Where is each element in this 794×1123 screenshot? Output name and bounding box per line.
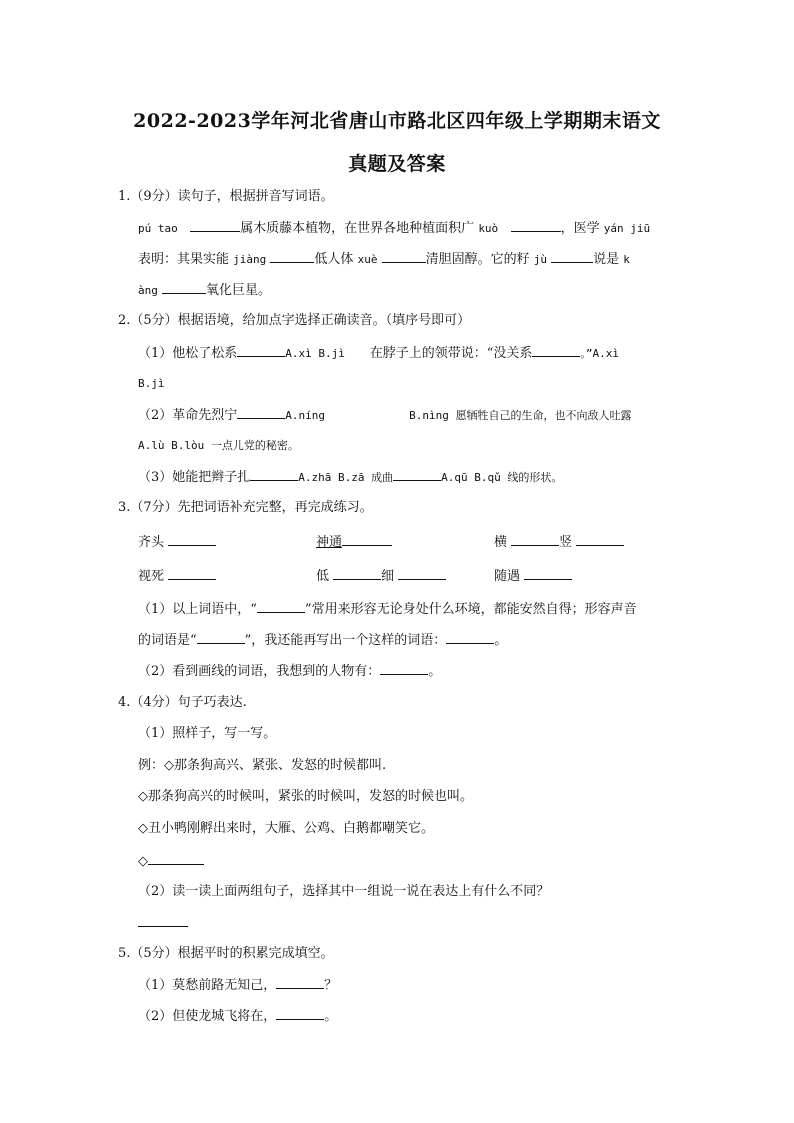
options: A.lù B.lòu 一点儿党的秘密。	[138, 439, 299, 452]
q4-part-2: （2）读一读上面两组句子，选择其中一组说一说在表达上有什么不同？	[138, 884, 550, 899]
q5-part-1	[138, 976, 698, 995]
q4-example: 例：◇那条狗高兴、紧张、发怒的时候都叫.	[138, 758, 387, 773]
answer-blank	[398, 567, 446, 580]
answer-blank	[511, 219, 561, 232]
underlined-text: 神通	[316, 535, 343, 550]
answer-blank	[276, 976, 324, 989]
options: A.xì B.jì	[285, 347, 345, 360]
text: （1）以上词语中，“	[138, 602, 257, 617]
idiom-1	[138, 531, 216, 550]
pinyin: k	[623, 253, 630, 266]
answer-blank	[138, 914, 188, 927]
q4-part-1: （1）照样子，写一写。	[138, 726, 277, 741]
answer-blank	[333, 567, 381, 580]
text: ？	[324, 978, 338, 993]
idiom-2	[316, 531, 392, 550]
text: （1）莫愁前路无知己，	[138, 978, 277, 993]
answer-blank	[197, 631, 245, 644]
answer-blank	[382, 250, 426, 263]
q3-heading: 3.（7分）先把词语补充完整，再完成练习。	[118, 500, 373, 515]
text: ”常用来形容无论身处什么环境，都能安然自得；形容声音	[304, 602, 637, 617]
q2-line-2	[138, 406, 698, 425]
text: 横	[494, 535, 508, 550]
q2-line-1	[138, 344, 698, 363]
answer-blank	[524, 567, 572, 580]
text: 表明：其果实能	[138, 252, 230, 267]
q3-part-1	[138, 600, 698, 619]
text: 视死	[138, 569, 165, 584]
pinyin: àng	[138, 284, 158, 297]
answer-blank	[551, 250, 593, 263]
text: ，医学	[560, 221, 600, 236]
answer-blank	[168, 567, 216, 580]
answer-blank	[270, 250, 314, 263]
answer-blank	[250, 468, 298, 481]
text: 说是	[593, 252, 620, 267]
pinyin: jù	[533, 253, 547, 266]
q3-part-2	[138, 662, 698, 681]
options: B.nìng 愿牺牲自己的生命，也不向敌人吐露	[409, 409, 632, 422]
text: 。	[428, 664, 442, 679]
text: 随遇	[494, 569, 521, 584]
q4-example-2: ◇那条狗高兴的时候叫，紧张的时候叫，发怒的时候也叫。	[138, 789, 473, 804]
text: （2）革命先烈宁	[138, 408, 238, 423]
q2-line-1-cont	[138, 375, 698, 393]
answer-blank	[276, 1007, 324, 1020]
answer-blank	[532, 344, 580, 357]
q3-part-1-cont	[138, 631, 698, 650]
title-line-1: 2022-2023学年河北省唐山市路北区四年级上学期期末语文	[133, 110, 661, 132]
q5-heading: 5.（5分）根据平时的积累完成填空。	[118, 946, 334, 961]
diamond-icon: ◇	[138, 854, 148, 869]
answer-blank	[168, 533, 216, 546]
options: A.qū B.qǔ 线的形状。	[441, 471, 563, 484]
options: B.jì	[138, 377, 165, 390]
q4-example-3: ◇丑小鸭刚孵出来时，大雁、公鸡、白鹅都嘲笑它。	[138, 821, 434, 836]
title-line-2: 真题及答案	[348, 153, 446, 175]
text: ”，我还能再写出一个这样的词语：	[244, 633, 447, 648]
pinyin: yán jiū	[603, 222, 651, 235]
answer-blank	[380, 662, 428, 675]
answer-blank	[237, 406, 285, 419]
answer-blank	[576, 533, 624, 546]
answer-blank	[511, 533, 559, 546]
text: 细	[381, 569, 395, 584]
idiom-5	[316, 565, 446, 584]
text: 齐头	[138, 535, 165, 550]
pinyin: jiàng	[233, 253, 267, 266]
text: 竖	[559, 535, 573, 550]
idiom-3	[494, 531, 624, 550]
answer-blank	[342, 533, 392, 546]
options: A.níng	[285, 409, 326, 422]
idiom-4	[138, 565, 216, 584]
q4-part-2-answer	[138, 914, 698, 933]
pinyin: xuè	[357, 253, 378, 266]
answer-blank	[237, 344, 285, 357]
q1-line-2	[138, 250, 698, 269]
text: （2）看到画线的词语，我想到的人物有：	[138, 664, 381, 679]
q5-part-2	[138, 1007, 698, 1026]
q4-example-4	[138, 852, 698, 871]
q2-line-2-cont	[138, 437, 698, 455]
answer-blank	[257, 600, 305, 613]
text: 属木质藤本植物，在世界各地种植面积广	[240, 221, 475, 236]
text: 在脖子上的领带说：“没关系	[369, 346, 533, 361]
text: 。	[324, 1009, 338, 1024]
options: A.zhā B.zā 成曲	[298, 471, 394, 484]
answer-blank	[148, 852, 204, 865]
q1-line-3	[138, 281, 698, 300]
text: 。	[494, 633, 508, 648]
q2-line-3	[138, 468, 698, 487]
options: 。”A.xì	[580, 347, 619, 360]
q4-heading: 4.（4分）句子巧表达.	[118, 695, 247, 710]
text: （3）她能把辫子扎	[138, 470, 251, 485]
text: 的词语是“	[138, 633, 197, 648]
text: 氧化巨星。	[206, 283, 272, 298]
text: 低人体	[314, 252, 354, 267]
text: （1）他松了松系	[138, 346, 238, 361]
text: 低	[316, 569, 330, 584]
q2-heading: 2.（5分）根据语境，给加点字选择正确读音。（填序号即可）	[118, 313, 471, 328]
idiom-6	[494, 565, 572, 584]
q1-heading: 1.（9分）读句子，根据拼音写词语。	[118, 189, 334, 204]
q1-line-1	[138, 219, 698, 238]
answer-blank	[190, 219, 240, 232]
answer-blank	[393, 468, 441, 481]
answer-blank	[446, 631, 494, 644]
pinyin: pú tao	[138, 222, 178, 235]
pinyin: kuò	[478, 222, 499, 235]
text: （2）但使龙城飞将在，	[138, 1009, 277, 1024]
answer-blank	[162, 281, 206, 294]
text: 清胆固醇。它的籽	[425, 252, 530, 267]
